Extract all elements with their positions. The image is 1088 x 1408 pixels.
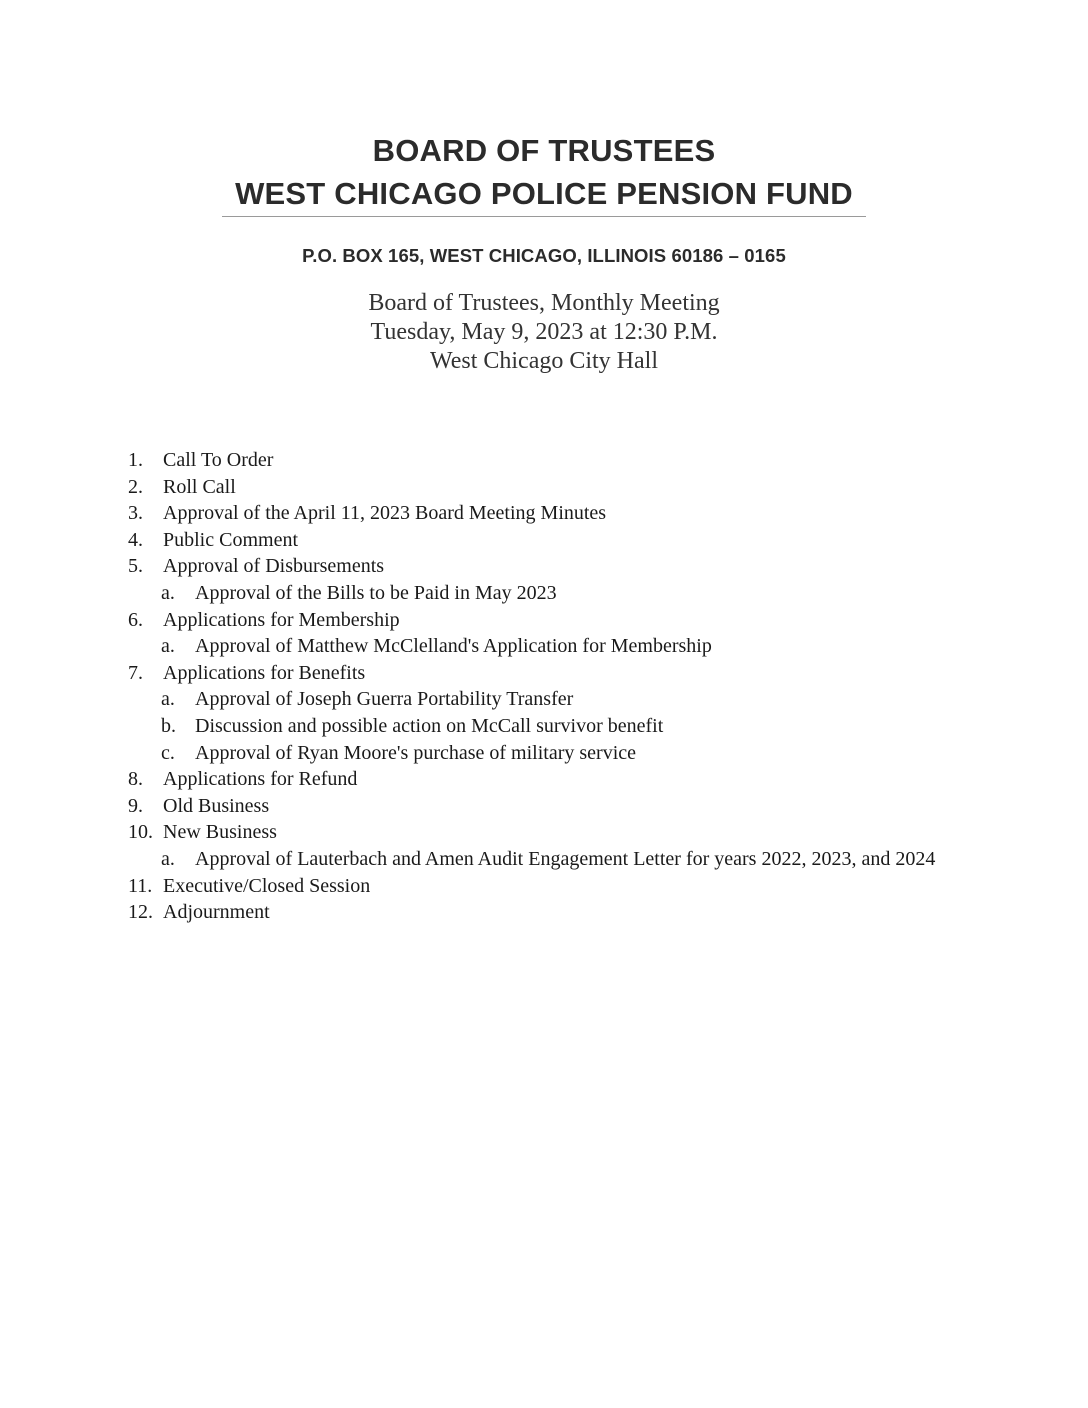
- document-title: [0, 129, 1088, 215]
- agenda-item-number: 4.: [128, 528, 143, 551]
- agenda-subitem-letter: a.: [161, 847, 175, 870]
- agenda-item-text: Applications for Membership: [163, 608, 400, 631]
- agenda-subitem: [128, 713, 948, 740]
- agenda-item: [128, 553, 948, 580]
- agenda-item-text: Old Business: [163, 794, 270, 817]
- agenda-item-text: Approval of Disbursements: [163, 555, 385, 578]
- mailing-address: P.O. BOX 165, WEST CHICAGO, ILLINOIS 60186 – 0165: [302, 245, 786, 266]
- agenda-subitem-text: Approval of Matthew McClelland's Application for Membership: [195, 635, 712, 658]
- agenda-subitem: [128, 633, 948, 660]
- agenda-subitem-text: Approval of the Bills to be Paid in May 2023: [195, 581, 557, 604]
- agenda-item-number: 5.: [128, 555, 143, 578]
- agenda-item: [128, 500, 948, 527]
- title-line-2: WEST CHICAGO POLICE PENSION FUND: [235, 176, 853, 211]
- agenda-subitem: [128, 686, 948, 713]
- agenda-item: [128, 447, 948, 474]
- agenda-subitem-letter: a.: [161, 581, 175, 604]
- agenda-item-number: 1.: [128, 449, 143, 471]
- agenda-item-number: 6.: [128, 608, 143, 631]
- agenda-item-number: 9.: [128, 794, 143, 817]
- agenda-subitem: [128, 580, 948, 607]
- agenda-item-text: Applications for Refund: [163, 768, 358, 791]
- agenda-item: [128, 793, 948, 820]
- agenda-item-text: Adjournment: [163, 901, 270, 924]
- agenda-item-number: 7.: [128, 661, 143, 684]
- agenda-item-text: Applications for Benefits: [163, 661, 366, 684]
- agenda-item: [128, 527, 948, 554]
- agenda-item: [128, 819, 948, 846]
- agenda-item-text: New Business: [163, 821, 277, 844]
- title-divider: [222, 216, 866, 217]
- agenda-item-number: 11.: [128, 874, 153, 897]
- agenda-item-text: Roll Call: [163, 475, 236, 498]
- agenda-subitem-letter: b.: [161, 714, 176, 737]
- agenda-item-text: Approval of the April 11, 2023 Board Meeting Minutes: [163, 502, 607, 525]
- title-line-1: BOARD OF TRUSTEES: [372, 133, 716, 168]
- agenda-subitem-text: Approval of Lauterbach and Amen Audit Engagement Letter for years 2022, 2023, and 2024: [195, 847, 936, 870]
- agenda-subitem-text: Approval of Joseph Guerra Portability Transfer: [195, 688, 574, 711]
- agenda-subitem-text: Approval of Ryan Moore's purchase of military service: [195, 741, 637, 764]
- meeting-datetime: Tuesday, May 9, 2023 at 12:30 P.M.: [370, 319, 718, 345]
- agenda-list: [128, 447, 948, 926]
- agenda-item-text: Executive/Closed Session: [163, 874, 371, 897]
- agenda-subitem-letter: a.: [161, 688, 175, 711]
- agenda-item: [128, 766, 948, 793]
- agenda-item-text: Public Comment: [163, 528, 298, 551]
- agenda-item-text: Call To Order: [163, 449, 274, 471]
- agenda-subitem: [128, 846, 948, 873]
- agenda-item: [128, 899, 948, 926]
- agenda-item: [128, 873, 948, 900]
- agenda-item-number: 8.: [128, 768, 143, 791]
- agenda-item: [128, 474, 948, 501]
- agenda-subitem-text: Discussion and possible action on McCall survivor benefit: [195, 714, 664, 737]
- agenda-subitem: [128, 740, 948, 767]
- agenda-item-number: 2.: [128, 475, 143, 498]
- agenda-subitem-letter: a.: [161, 635, 175, 658]
- agenda-item-number: 10.: [128, 821, 153, 844]
- meeting-location: West Chicago City Hall: [429, 348, 659, 374]
- agenda-item: [128, 607, 948, 634]
- agenda-subitem-letter: c.: [161, 741, 175, 764]
- agenda-item: [128, 660, 948, 687]
- agenda-item-number: 3.: [128, 502, 143, 525]
- meeting-name: Board of Trustees, Monthly Meeting: [368, 290, 720, 316]
- agenda-item-number: 12.: [128, 901, 153, 924]
- meeting-info: [0, 289, 1088, 376]
